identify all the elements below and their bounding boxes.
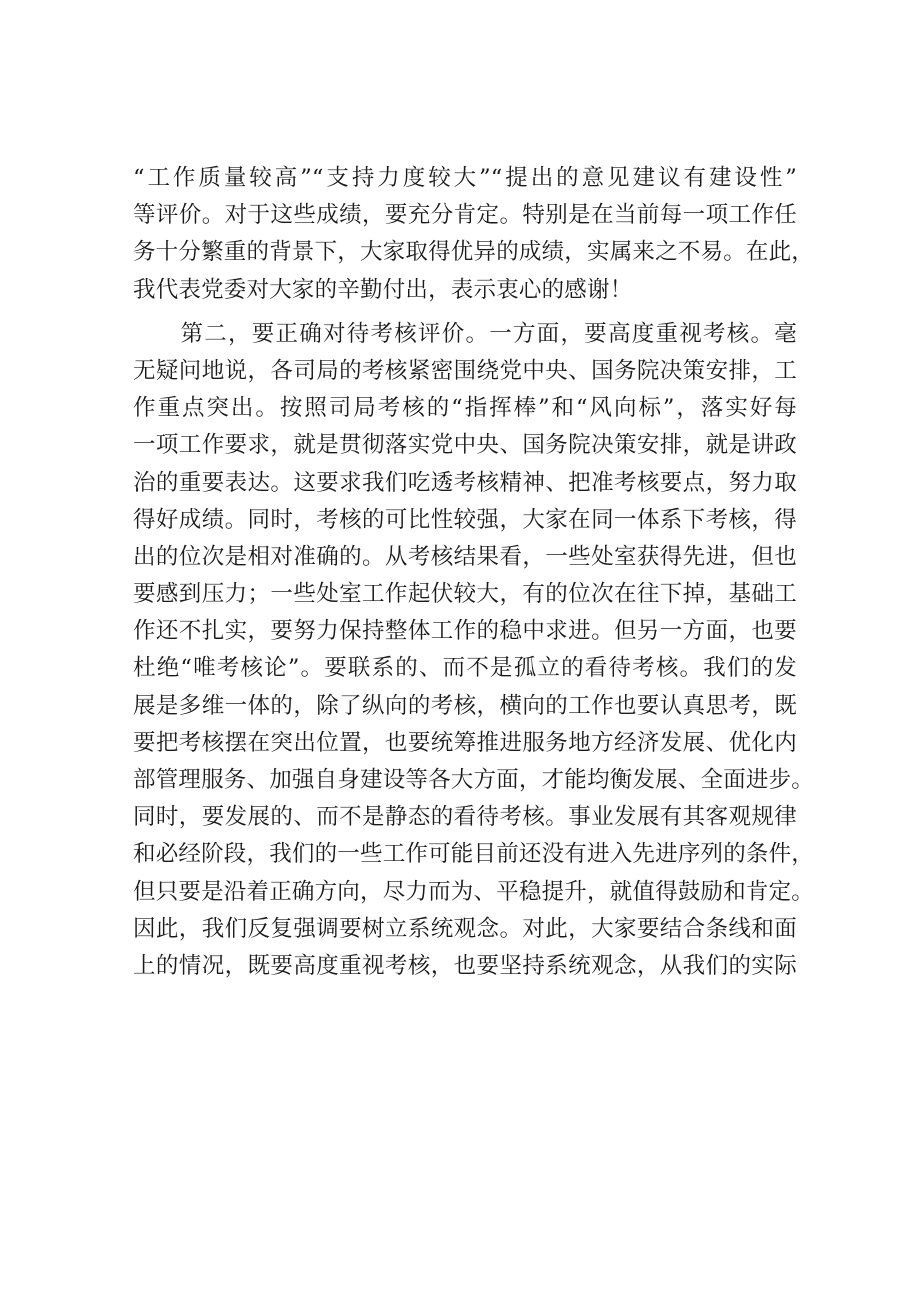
paragraph-line: 因此，我们反复强调要树立系统观念。对此，大家要结合条线和面 <box>133 915 797 942</box>
paragraph-line: 得好成绩。同时，考核的可比性较强，大家在同一体系下考核，得 <box>133 506 797 533</box>
paragraph-line: 等评价。对于这些成绩，要充分肯定。特别是在当前每一项工作任 <box>133 202 797 229</box>
paragraph-line: 上的情况，既要高度重视考核，也要坚持系统观念，从我们的实际 <box>133 952 797 979</box>
paragraph-line: 作重点突出。按照司局考核的“指挥棒”和“风向标”，落实好每 <box>133 395 797 422</box>
paragraph-line: 一项工作要求，就是贯彻落实党中央、国务院决策安排，就是讲政 <box>133 432 797 459</box>
paragraph-line: 但只要是沿着正确方向，尽力而为、平稳提升，就值得鼓励和肯定。 <box>133 878 815 905</box>
paragraph-line: 要把考核摆在突出位置，也要统筹推进服务地方经济发展、优化内 <box>133 729 797 756</box>
paragraph-line: 展是多维一体的，除了纵向的考核，横向的工作也要认真思考，既 <box>133 692 797 719</box>
paragraph-line: 治的重要表达。这要求我们吃透考核精神、把准考核要点，努力取 <box>133 469 797 496</box>
paragraph-line: 和必经阶段，我们的一些工作可能目前还没有进入先进序列的条件， <box>133 841 815 868</box>
paragraph-line: 要感到压力；一些处室工作起伏较大，有的位次在往下掉，基础工 <box>133 581 797 608</box>
paragraph-line: 作还不扎实，要努力保持整体工作的稳中求进。但另一方面，也要 <box>133 618 797 645</box>
paragraph-line: 部管理服务、加强自身建设等各大方面，才能均衡发展、全面进步。 <box>133 767 815 793</box>
paragraph-spacing <box>133 309 797 316</box>
paragraph-1 <box>133 160 815 309</box>
paragraph-line: “工作质量较高”“支持力度较大”“提出的意见建议有建设性” <box>133 165 797 191</box>
paragraph-line: 我代表党委对大家的辛勤付出，表示衷心的感谢！ <box>133 276 633 303</box>
paragraph-line: 务十分繁重的背景下，大家取得优异的成绩，实属来之不易。在此， <box>133 239 815 266</box>
paragraph-line: 无疑问地说，各司局的考核紧密围绕党中央、国务院决策安排，工 <box>133 357 797 384</box>
document-body <box>133 160 815 985</box>
paragraph-line: 出的位次是相对准确的。从考核结果看，一些处室获得先进，但也 <box>133 543 797 570</box>
paragraph-line: 同时，要发展的、而不是静态的看待考核。事业发展有其客观规律 <box>133 804 797 831</box>
paragraph-line: 第二，要正确对待考核评价。一方面，要高度重视考核。毫 <box>133 320 797 347</box>
paragraph-2 <box>133 316 815 985</box>
paragraph-line: 杜绝“唯考核论”。要联系的、而不是孤立的看待考核。我们的发 <box>133 655 797 682</box>
